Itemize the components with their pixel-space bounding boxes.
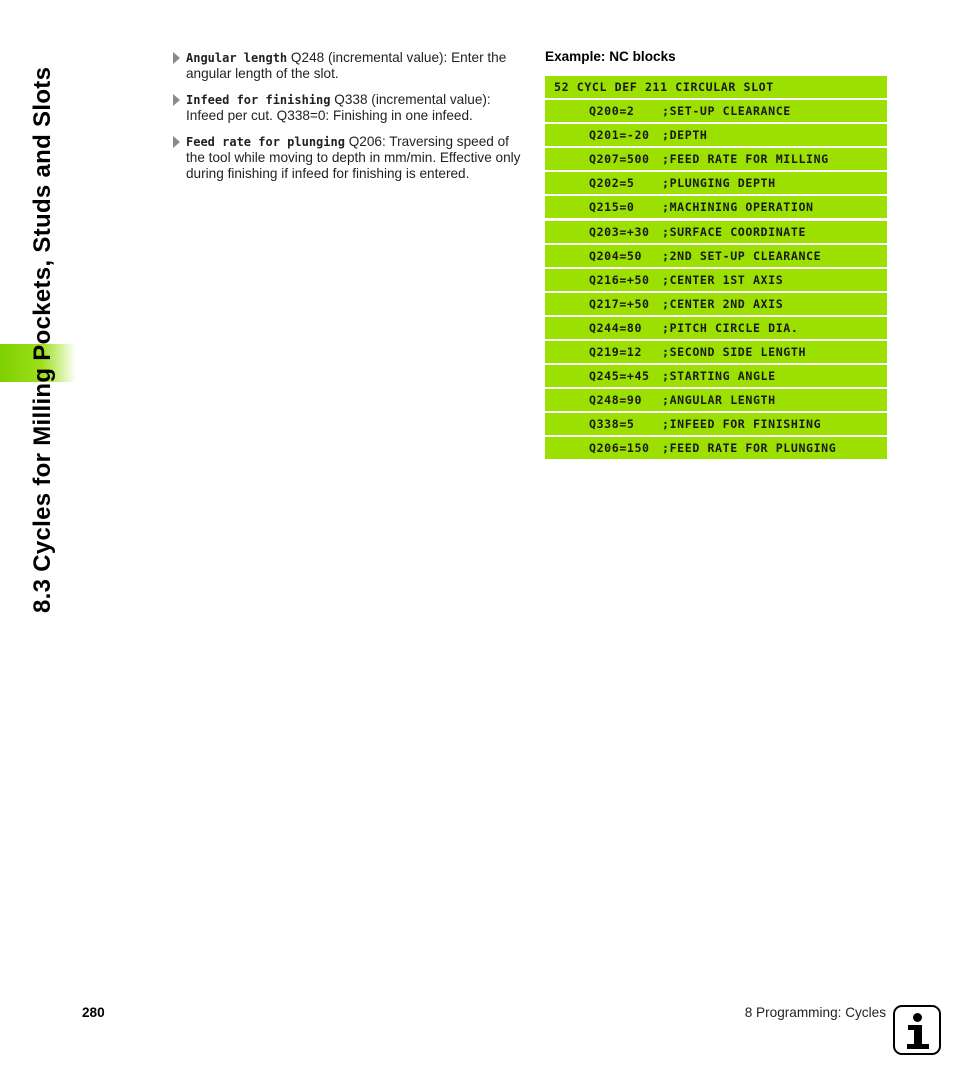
nc-row <box>545 124 887 146</box>
param-angular-length <box>172 50 527 82</box>
param-description: Q206: Traversing speed of the tool while moving to depth in mm/min. Effective only during finishing if infeed for finishing is entered. <box>186 134 521 181</box>
nc-code: Q245=+45 <box>589 369 650 384</box>
nc-code: Q201=-20 <box>589 128 650 143</box>
nc-comment: ;FEED RATE FOR MILLING <box>662 152 829 167</box>
nc-comment: ;DEPTH <box>662 128 708 143</box>
nc-row <box>545 317 887 339</box>
param-infeed-for-finishing <box>172 92 527 124</box>
info-icon <box>893 1005 941 1055</box>
nc-row <box>545 389 887 411</box>
nc-row <box>545 100 887 122</box>
param-term: Infeed for finishing <box>186 93 331 107</box>
nc-code: Q338=5 <box>589 417 635 432</box>
nc-code: Q217=+50 <box>589 296 650 311</box>
nc-code: Q219=12 <box>589 345 643 360</box>
nc-comment: ;2ND SET-UP CLEARANCE <box>662 248 822 263</box>
nc-row <box>545 221 887 243</box>
param-description: Q338 (incremental value): Infeed per cut. Q338=0: Finishing in one infeed. <box>186 92 491 123</box>
nc-comment: ;ANGULAR LENGTH <box>662 393 776 408</box>
nc-block-listing <box>545 76 887 462</box>
nc-header-row: 52 CYCL DEF 211 CIRCULAR SLOT <box>545 76 887 98</box>
nc-comment: ;FEED RATE FOR PLUNGING <box>662 441 837 456</box>
nc-code: Q248=90 <box>589 393 643 408</box>
nc-comment: ;INFEED FOR FINISHING <box>662 417 822 432</box>
nc-row <box>545 365 887 387</box>
nc-comment: ;PITCH CIRCLE DIA. <box>662 320 799 335</box>
param-term: Feed rate for plunging <box>186 135 345 149</box>
page-number: 280 <box>82 1005 105 1020</box>
nc-comment: ;PLUNGING DEPTH <box>662 176 776 191</box>
param-feed-rate-for-plunging <box>172 134 527 182</box>
nc-code: Q202=5 <box>589 176 635 191</box>
info-icon-serif-bottom <box>907 1044 929 1049</box>
nc-row <box>545 172 887 194</box>
nc-code: Q203=+30 <box>589 224 650 239</box>
nc-comment: ;CENTER 1ST AXIS <box>662 272 784 287</box>
nc-comment: ;SET-UP CLEARANCE <box>662 104 791 119</box>
chapter-title: 8.3 Cycles for Milling Pockets, Studs and Slots <box>29 66 56 613</box>
info-icon-dot <box>913 1013 922 1022</box>
param-description: Q248 (incremental value): Enter the angular length of the slot. <box>186 50 507 81</box>
parameter-list <box>172 50 527 192</box>
nc-row <box>545 293 887 315</box>
nc-comment: ;STARTING ANGLE <box>662 369 776 384</box>
nc-code: Q206=150 <box>589 441 650 456</box>
nc-comment: ;CENTER 2ND AXIS <box>662 296 784 311</box>
param-term: Angular length <box>186 51 288 65</box>
nc-code: Q244=80 <box>589 320 643 335</box>
footer-section: 8 Programming: Cycles <box>744 1005 886 1020</box>
nc-row <box>545 148 887 170</box>
chapter-title-vertical <box>23 0 63 1091</box>
nc-comment: ;MACHINING OPERATION <box>662 200 814 215</box>
nc-row <box>545 341 887 363</box>
chapter-tab <box>0 344 76 382</box>
nc-row <box>545 437 887 459</box>
nc-row <box>545 413 887 435</box>
nc-code: Q215=0 <box>589 200 635 215</box>
nc-row <box>545 245 887 267</box>
nc-row <box>545 269 887 291</box>
nc-comment: ;SECOND SIDE LENGTH <box>662 345 807 360</box>
nc-row <box>545 196 887 218</box>
bullet-arrow-icon <box>173 136 180 148</box>
nc-code: Q216=+50 <box>589 272 650 287</box>
bullet-arrow-icon <box>173 52 180 64</box>
bullet-arrow-icon <box>173 94 180 106</box>
example-title: Example: NC blocks <box>545 49 676 64</box>
nc-code: Q200=2 <box>589 104 635 119</box>
nc-code: Q207=500 <box>589 152 650 167</box>
nc-code: Q204=50 <box>589 248 643 263</box>
nc-comment: ;SURFACE COORDINATE <box>662 224 807 239</box>
